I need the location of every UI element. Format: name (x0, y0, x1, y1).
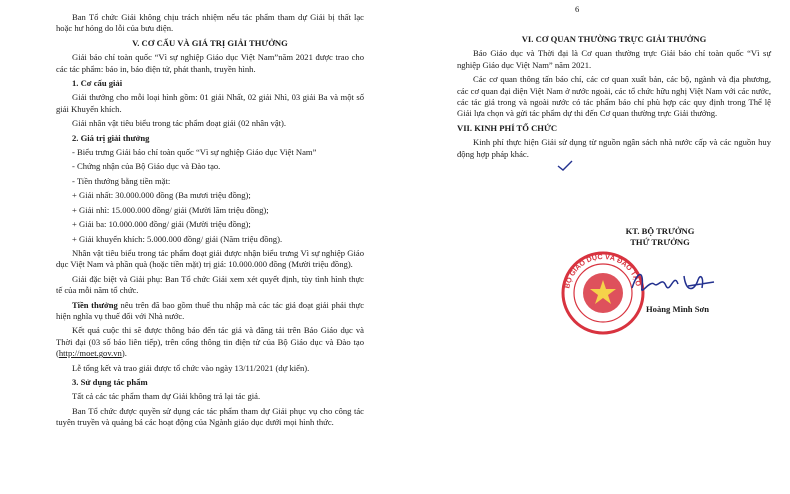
signature-block (580, 226, 740, 248)
section-6-paragraph-1: Báo Giáo dục và Thời đại là Cơ quan thường trực Giải báo chí toàn quốc “Vì sự nghiệp Giáo dục Việt Nam” năm 2021. (457, 48, 771, 70)
left-column (56, 12, 364, 432)
subsection-1-paragraph-2: Giải nhân vật tiêu biểu trong tác phẩm đoạt giải (02 nhân vật). (72, 118, 287, 129)
prize-third: + Giải ba: 10.000.000 đồng/ giải (Mười triệu đồng); (72, 219, 251, 230)
subsection-3-paragraph-2: Ban Tổ chức được quyền sử dụng các tác phẩm tham dự Giải phục vụ cho công tác tuyên truyền và quảng bá các hoạt động của Ngành giáo dục dưới mọi hình thức. (56, 405, 364, 428)
subsection-2-heading: 2. Giá trị giải thưởng (72, 132, 150, 143)
signer-title: KT. BỘ TRƯỞNG (625, 226, 695, 236)
subsection-2-paragraph-3 (56, 300, 364, 323)
subsection-3-paragraph-1: Tất cả các tác phẩm tham dự Giải không trả lại tác giả. (72, 391, 261, 402)
handwritten-signature (628, 262, 718, 302)
subsection-2-paragraph-5: Lễ tổng kết và trao giải được tổ chức vào ngày 13/11/2021 (dự kiến). (72, 362, 310, 373)
subsection-3-heading: 3. Sử dụng tác phẩm (72, 376, 148, 387)
section-7-heading: VII. KINH PHÍ TỔ CHỨC (457, 122, 558, 133)
award-item-emblem: - Biểu trưng Giải báo chí toàn quốc “Vì sự nghiệp Giáo dục Việt Nam” (72, 147, 317, 158)
section-6-heading: VI. CƠ QUAN THƯỜNG TRỰC GIẢI THƯỞNG (521, 34, 707, 44)
subsection-1-paragraph-1: Giải thưởng cho mỗi loại hình gồm: 01 giải Nhất, 02 giải Nhì, 03 giải Ba và một số giải Khuyến khích. (56, 92, 364, 114)
right-column (457, 34, 771, 163)
award-item-certificate: - Chứng nhận của Bộ Giáo dục và Đào tạo. (72, 161, 221, 172)
seal-lettering: BỘ GIÁO DỤC VÀ ĐÀO TẠO (562, 251, 644, 290)
section-7-paragraph: Kinh phí thực hiện Giải sử dụng từ nguồn ngân sách nhà nước cấp và các nguồn huy động hợp pháp khác. (457, 137, 771, 159)
moet-link[interactable]: http://moet.gov.vn (58, 348, 122, 359)
subsection-2-paragraph-4 (56, 325, 364, 359)
award-item-cash: - Tiền thưởng bằng tiền mặt: (72, 175, 171, 186)
section-5-heading: V. CƠ CẤU VÀ GIÁ TRỊ GIẢI THƯỞNG (132, 37, 288, 48)
paragraph-text: nêu trên đã bao gồm thuế thu nhập mà các tác giả đoạt giải phải thực hiện nghĩa vụ thuế đối với Nhà nước. (56, 299, 365, 321)
subsection-1-heading: 1. Cơ cấu giải (72, 78, 123, 89)
handwritten-tick-mark (557, 160, 573, 172)
prize-encouragement: + Giải khuyến khích: 5.000.000 đồng/ giải (Năm triệu đồng). (72, 233, 283, 244)
subsection-2-paragraph-1: Nhân vật tiêu biểu trong tác phẩm đoạt giải được nhận biểu trưng Vì sự nghiệp Giáo dục Việt Nam và phần quà (hoặc tiền mặt) trị giá: 10.000.000 đồng (Mười triệu đồng). (56, 247, 364, 270)
prize-second: + Giải nhì: 15.000.000 đồng/ giải (Mười lăm triệu đồng); (72, 204, 269, 215)
subsection-2-paragraph-2: Giải đặc biệt và Giải phụ: Ban Tổ chức Giải xem xét quyết định, tùy tình hình thực tế của mỗi năm tổ chức. (56, 273, 364, 296)
paragraph-text: ). (121, 348, 127, 359)
section-6-paragraph-2: Các cơ quan thông tấn báo chí, các cơ quan xuất bản, các bộ, ngành và địa phương, các cơ quan đại diện Việt Nam ở nước ngoài, các tổ chức hữu nghị Việt Nam với các nước, các tác giả trong và ngoài nước có tác phẩm báo chí phù hợp các quy định trong Thể lệ Giải lựa chọn và gửi tác phẩm dự thi đến Cơ quan thường trực Giải thưởng. (457, 74, 771, 119)
prize-first: + Giải nhất: 30.000.000 đồng (Ba mươi triệu đồng); (72, 190, 251, 201)
signer-subtitle: THỨ TRƯỞNG (630, 237, 690, 247)
bold-term: Tiền thưởng (72, 299, 118, 310)
page-number: 6 (575, 4, 580, 14)
paragraph-text: Kết quả cuộc thi sẽ được thông báo đến tác giả và đăng tải trên Báo Giáo dục và Thời đại (03 số báo liên tiếp), trên cổng thông tin điện tử của Bộ Giáo dục và Đào tạo ( (56, 325, 364, 359)
signer-name: Hoàng Minh Sơn (646, 304, 710, 314)
intro-paragraph: Ban Tổ chức Giải không chịu trách nhiệm nếu tác phẩm tham dự Giải bị thất lạc hoặc hư hỏng do lỗi của bưu điện. (56, 12, 364, 34)
section-5-paragraph: Giải báo chí toàn quốc “Vì sự nghiệp Giáo dục Việt Nam”năm 2021 được trao cho các tác phẩm: báo in, báo điện tử, phát thanh, truyền hình. (56, 52, 364, 74)
